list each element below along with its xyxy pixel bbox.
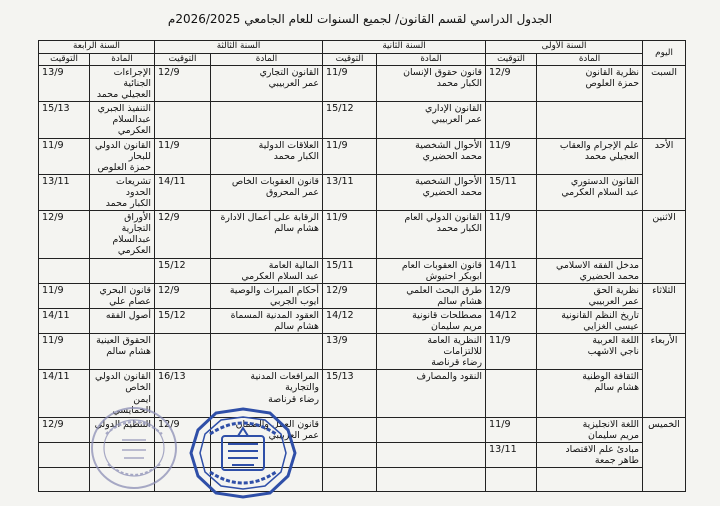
- year-3-header: السنة الثالثة: [155, 41, 323, 54]
- schedule-row: [39, 66, 686, 102]
- instructor-name: عمر العربيبي: [268, 78, 320, 90]
- time-cell: 15/13: [323, 370, 377, 417]
- subject-cell: [537, 66, 643, 102]
- time-cell: [155, 334, 211, 370]
- subject-name: القانون الدولي العام: [404, 212, 483, 224]
- subject-cell: [377, 283, 486, 308]
- instructor-name: محمد الحضيري: [579, 270, 640, 282]
- instructor-name: الكبار محمد: [436, 78, 483, 90]
- subject-cell: [377, 258, 486, 283]
- time-cell: 15/11: [486, 174, 537, 210]
- subject-cell: [537, 468, 643, 492]
- day-header: اليوم: [643, 41, 686, 66]
- instructor-name: للالتزامات: [443, 346, 483, 358]
- time-cell: 11/9: [323, 66, 377, 102]
- subject-name: القانون الدولي الخاص: [95, 371, 152, 394]
- subject-name: اللغة الانجليزية: [582, 418, 640, 430]
- time-cell: 11/9: [486, 417, 537, 442]
- subject-cell: [537, 442, 643, 467]
- instructor-name: عمر العربيبي: [268, 429, 320, 441]
- time-cell: 16/13: [155, 370, 211, 417]
- subject-cell: [90, 138, 155, 174]
- time-cell: [486, 468, 537, 492]
- subject-name: النظرية العامة: [427, 335, 483, 347]
- time-cell: 11/9: [39, 283, 90, 308]
- time-cell: 11/9: [323, 211, 377, 258]
- time-cell: 13/11: [486, 442, 537, 467]
- time-cell: 12/9: [39, 417, 90, 442]
- instructor-name: حمزة العلوص: [585, 78, 640, 90]
- instructor-name: محمد الحضيري: [422, 186, 483, 198]
- subject-cell: [537, 308, 643, 333]
- time-cell: 11/9: [486, 334, 537, 370]
- subject-name: الأحوال الشخصية: [415, 139, 483, 151]
- subject-cell: [537, 102, 643, 138]
- subject-cell: [211, 258, 323, 283]
- subject-header: المادة: [90, 54, 155, 66]
- subject-cell: [90, 283, 155, 308]
- instructor-name: هشام سالم: [106, 346, 152, 358]
- subject-name: أصول الفقه: [105, 309, 152, 321]
- subject-name: الثقافة الوطنية: [582, 371, 640, 383]
- subject-name: قانون العقوبات الخاص: [231, 175, 320, 187]
- subject-name: الأوراق التجارية: [121, 212, 152, 235]
- subject-name: المرافعات المدنية والتجارية: [250, 371, 320, 394]
- schedule-row: [39, 174, 686, 210]
- faint-stamp-icon: [88, 404, 180, 492]
- instructor-name: رضاء قرناصة: [431, 357, 483, 369]
- subject-name: القانون الإداري: [425, 103, 483, 115]
- instructor-name: الكبار محمد: [105, 198, 152, 210]
- time-cell: 12/9: [486, 66, 537, 102]
- instructor-name: ناجي الاشهب: [587, 346, 640, 358]
- time-cell: 12/9: [155, 283, 211, 308]
- schedule-row: [39, 102, 686, 138]
- subject-name: النقود والمصارف: [416, 371, 483, 383]
- day-cell: الخميس: [643, 417, 686, 491]
- instructor-name: الكبار محمد: [436, 223, 483, 235]
- time-cell: 12/9: [323, 283, 377, 308]
- time-cell: [323, 468, 377, 492]
- time-cell: [39, 468, 90, 492]
- subject-name: نظرية الحق: [593, 284, 640, 296]
- instructor-name: عيسى الغزايي: [583, 320, 640, 332]
- instructor-name: حمزة العلوص: [97, 161, 152, 173]
- university-stamp-shape: [191, 409, 295, 497]
- time-cell: 14/12: [323, 308, 377, 333]
- time-cell: 12/9: [155, 211, 211, 258]
- schedule-row: [39, 283, 686, 308]
- instructor-name: هشام سالم: [594, 382, 640, 394]
- subject-name: مصطلحات قانونية: [412, 309, 483, 321]
- instructor-name: عبدالسلام العكرمي: [112, 114, 152, 137]
- instructor-name: محمد الحضيري: [422, 150, 483, 162]
- time-cell: 14/11: [39, 308, 90, 333]
- subject-cell: [90, 334, 155, 370]
- subject-name: الحقوق العينية: [96, 335, 152, 347]
- subject-cell: [537, 138, 643, 174]
- instructor-name: عبد السلام العكرمي: [241, 270, 320, 282]
- subject-cell: [537, 334, 643, 370]
- subject-cell: [377, 334, 486, 370]
- subject-name: القانون الدولي للبحار: [95, 139, 152, 162]
- university-stamp-icon: [188, 406, 298, 500]
- subject-cell: [377, 468, 486, 492]
- subject-cell: [537, 258, 643, 283]
- subject-cell: [537, 417, 643, 442]
- schedule-title: الجدول الدراسي لقسم القانون/ لجميع السنوات للعام الجامعي 2026/2025م: [167, 12, 553, 26]
- subject-cell: [211, 102, 323, 138]
- year-2-header: السنة الثانية: [323, 41, 486, 54]
- day-cell: السبت: [643, 66, 686, 139]
- subject-cell: [211, 283, 323, 308]
- time-cell: 15/12: [323, 102, 377, 138]
- time-cell: 15/13: [39, 102, 90, 138]
- instructor-name: ايوب الجربي: [270, 295, 320, 307]
- subject-name: القانون التجاري: [259, 67, 320, 78]
- subject-name: نظرية القانون: [585, 67, 640, 78]
- instructor-name: عبدالسلام العكرمي: [112, 234, 152, 257]
- instructor-name: عصام علي: [109, 295, 152, 307]
- instructor-name: عمر العربيبي: [431, 114, 483, 126]
- subject-cell: [90, 174, 155, 210]
- time-cell: 15/12: [155, 258, 211, 283]
- subject-name: قانون العقوبات العام: [401, 259, 483, 271]
- subject-cell: [90, 211, 155, 258]
- subject-cell: [377, 442, 486, 467]
- day-cell: الأحد: [643, 138, 686, 211]
- instructor-name: هشام سالم: [274, 223, 320, 235]
- subject-name: القانون الدستوري: [570, 175, 640, 187]
- instructor-name: عمر العربيبي: [588, 295, 640, 307]
- time-cell: 12/9: [155, 66, 211, 102]
- schedule-row: [39, 258, 686, 283]
- time-cell: 15/11: [323, 258, 377, 283]
- subject-name: قانون حقوق الإنسان: [403, 67, 483, 78]
- subject-name: أحكام الميراث والوصية: [229, 284, 320, 296]
- instructor-name: طاهر جمعة: [594, 455, 640, 466]
- instructor-name: عبد السلام العكرمي: [561, 186, 640, 198]
- time-cell: 13/9: [39, 66, 90, 102]
- time-cell: 11/9: [39, 334, 90, 370]
- instructor-name: ابوبكر احتيوش: [425, 270, 483, 282]
- subject-cell: [377, 211, 486, 258]
- time-cell: [323, 417, 377, 442]
- time-cell: 13/9: [323, 334, 377, 370]
- instructor-name: هشام سالم: [274, 320, 320, 332]
- subject-name: قانون البحري: [99, 284, 152, 296]
- instructor-name: الكبار محمد: [273, 150, 320, 162]
- year-1-header: السنة الأولى: [486, 41, 643, 54]
- subject-name: التنفيذ الجبري: [97, 103, 152, 115]
- subject-cell: [377, 102, 486, 138]
- subject-cell: [211, 334, 323, 370]
- subject-cell: [377, 66, 486, 102]
- time-cell: 14/11: [155, 174, 211, 210]
- time-cell: 11/9: [486, 138, 537, 174]
- time-cell: [486, 370, 537, 417]
- day-cell: الاثنين: [643, 211, 686, 284]
- subject-cell: [537, 283, 643, 308]
- subject-name: المالية العامة: [268, 259, 320, 271]
- instructor-name: هشام سالم: [437, 295, 483, 307]
- subject-cell: [211, 174, 323, 210]
- subject-cell: [90, 308, 155, 333]
- subject-cell: [377, 370, 486, 417]
- time-cell: 11/9: [323, 138, 377, 174]
- schedule-row: [39, 211, 686, 258]
- time-cell: [155, 102, 211, 138]
- instructor-name: مريم سليمان: [588, 429, 640, 441]
- subject-name: اللغة العربية: [592, 335, 640, 347]
- time-cell: 14/11: [486, 258, 537, 283]
- time-cell: 15/12: [155, 308, 211, 333]
- subject-header: المادة: [377, 54, 486, 66]
- instructor-name: العجيلي محمد: [96, 89, 152, 101]
- subject-name: طرق البحث العلمي: [406, 284, 483, 296]
- subject-cell: [90, 102, 155, 138]
- subject-cell: [211, 308, 323, 333]
- instructor-name: عمر المحروق: [265, 186, 320, 198]
- instructor-name: العجيلي محمد: [584, 150, 640, 162]
- subject-cell: [537, 370, 643, 417]
- instructor-name: ايمن الخمايسي: [112, 393, 152, 416]
- subject-name: علم الإجرام والعقاب: [559, 139, 640, 151]
- subject-cell: [211, 211, 323, 258]
- subject-name: العقود المدنية المسماة: [230, 309, 320, 321]
- time-cell: 11/9: [39, 138, 90, 174]
- subject-name: العلاقات الدولية: [258, 139, 320, 151]
- subject-cell: [537, 174, 643, 210]
- time-cell: 12/9: [155, 417, 211, 442]
- subject-cell: [211, 138, 323, 174]
- subject-cell: [377, 138, 486, 174]
- subject-cell: [377, 308, 486, 333]
- year-4-header: السنة الرابعة: [39, 41, 155, 54]
- schedule-row: [39, 308, 686, 333]
- subject-cell: [377, 174, 486, 210]
- faint-stamp-shape: [92, 408, 176, 488]
- time-cell: [39, 442, 90, 467]
- time-header: التوقيت: [486, 54, 537, 66]
- time-header: التوقيت: [155, 54, 211, 66]
- time-cell: 14/12: [486, 308, 537, 333]
- subject-name: التنظيم الدولي: [94, 418, 152, 430]
- time-cell: 11/9: [486, 211, 537, 258]
- day-cell: الأربعاء: [643, 334, 686, 418]
- subject-name: تشريعات الحدود: [116, 175, 152, 198]
- subject-name: الأحوال الشخصية: [415, 175, 483, 187]
- time-cell: 13/11: [323, 174, 377, 210]
- subject-cell: [90, 66, 155, 102]
- subject-cell: [90, 258, 155, 283]
- subject-cell: [211, 66, 323, 102]
- time-cell: 13/11: [39, 174, 90, 210]
- instructor-name: رضاء قرناصة: [268, 393, 320, 405]
- subject-name: الرقابة على أعمال الادارة: [220, 212, 320, 224]
- time-cell: 14/11: [39, 370, 90, 417]
- time-cell: 11/9: [155, 138, 211, 174]
- subject-name: تاريخ النظم القانونية: [561, 309, 640, 321]
- subject-name: قانون العمل والضمان: [235, 418, 320, 430]
- schedule-row: [39, 138, 686, 174]
- subject-cell: [377, 417, 486, 442]
- subject-name: مدخل الفقه الاسلامي: [556, 259, 640, 271]
- instructor-name: مريم سليمان: [431, 320, 483, 332]
- time-cell: [323, 442, 377, 467]
- subject-name: الإجراءات الجنائية: [113, 67, 152, 90]
- schedule-row: [39, 334, 686, 370]
- time-cell: [39, 258, 90, 283]
- time-cell: 12/9: [486, 283, 537, 308]
- time-cell: 12/9: [39, 211, 90, 258]
- time-header: التوقيت: [39, 54, 90, 66]
- time-cell: [486, 102, 537, 138]
- time-header: التوقيت: [323, 54, 377, 66]
- subject-header: المادة: [537, 54, 643, 66]
- day-cell: الثلاثاء: [643, 283, 686, 333]
- subject-header: المادة: [211, 54, 323, 66]
- subject-name: مبادئ علم الاقتصاد: [565, 443, 640, 455]
- subject-cell: [537, 211, 643, 258]
